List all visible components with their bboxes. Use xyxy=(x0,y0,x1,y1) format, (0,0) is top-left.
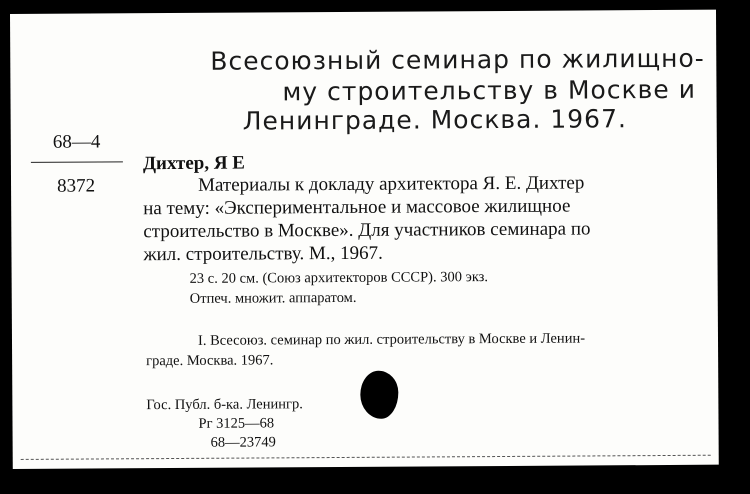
handwritten-line-3: Ленинграде. Москва. 1967. xyxy=(242,104,627,136)
ink-blot xyxy=(360,371,398,419)
call-number-bottom: 8372 xyxy=(56,175,96,197)
subject-line-2: граде. Москва. 1967. xyxy=(146,352,274,370)
subject-line-1: I. Всесоюз. семинар по жил. строительству в Москве и Ленин- xyxy=(197,330,586,349)
production-note: Отпеч. множит. аппаратом. xyxy=(189,289,357,307)
library-name: Гос. Публ. б-ка. Ленингр. xyxy=(146,396,303,414)
catalog-card xyxy=(10,10,719,469)
accession-number: 68—23749 xyxy=(210,434,276,451)
title-line-2: на тему: «Экспериментальное и массовое жилищное xyxy=(143,195,571,220)
title-line-4: жил. строительству. М., 1967. xyxy=(143,242,383,266)
title-line-3: строительство в Москве». Для участников семинара по xyxy=(143,218,591,243)
registration-number: Рг 3125—68 xyxy=(198,415,275,432)
bottom-dashed-line xyxy=(21,455,711,460)
title-line-1: Материалы к докладу архитектора Я. Е. Дихтер xyxy=(197,172,585,196)
handwritten-line-2: му строительству в Москве и xyxy=(282,74,697,107)
author-heading: Дихтер, Я Е xyxy=(142,152,246,175)
physical-description: 23 с. 20 см. (Союз архитекторов СССР). 300 экз. xyxy=(189,269,489,287)
call-number-top: 68—4 xyxy=(52,131,101,153)
handwritten-line-1: Всесоюзный семинар по жилищно- xyxy=(210,43,705,76)
call-number-rule xyxy=(31,161,123,163)
